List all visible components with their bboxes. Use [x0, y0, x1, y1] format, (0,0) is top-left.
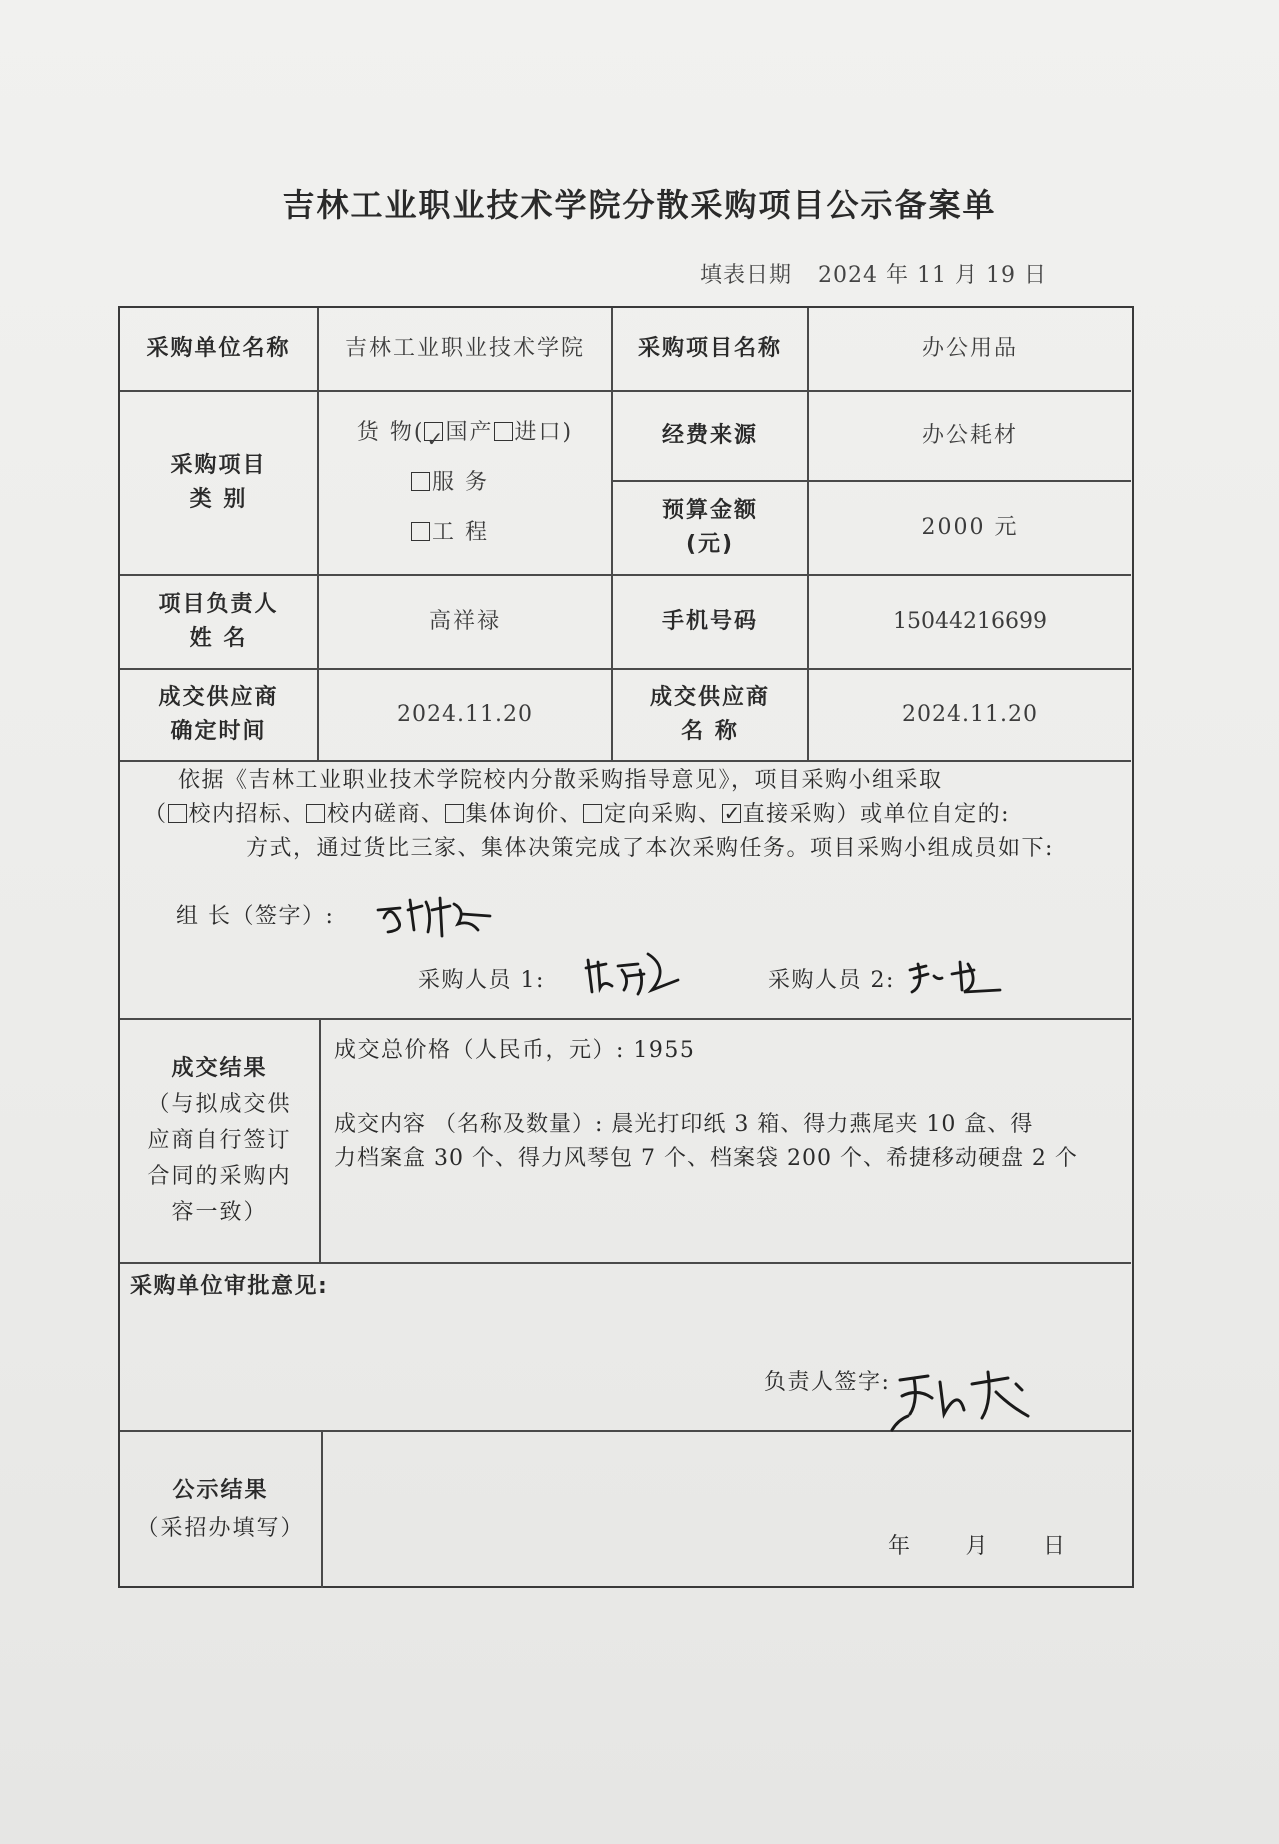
fill-date-label: 填表日期 [700, 263, 793, 288]
import-checkbox-icon[interactable] [494, 422, 513, 441]
fill-date [700, 258, 1047, 289]
approver-signature [888, 1358, 1048, 1442]
engineering-option[interactable]: 工 程 [411, 508, 489, 558]
leader-signature [370, 880, 500, 944]
confirm-time-value: 2024.11.20 [397, 702, 533, 727]
engineering-checkbox-icon[interactable] [411, 522, 430, 541]
directed-purchase-checkbox-icon[interactable] [583, 804, 602, 823]
result-content-line-1: 成交内容 （名称及数量）: 晨光打印纸 3 箱、得力燕尾夹 10 盒、得 [334, 1112, 1034, 1137]
leader-sign-label: 组 长（签字）: [176, 904, 335, 929]
publicity-label: 公示结果 （采招办填写） [136, 1478, 305, 1541]
goods-option[interactable]: 货 物(✓ 国产 进口) [357, 408, 573, 458]
buyer1-label: 采购人员 1: [418, 968, 545, 993]
project-name-label: 采购项目名称 [637, 336, 782, 361]
document-title: 吉林工业职业技术学院分散采购项目公示备案单 [282, 186, 997, 224]
category-label [120, 392, 317, 574]
category-options [319, 392, 611, 574]
method-options: （ 校内招标、 校内磋商、 集体询价、 定向采购、✓ 直接采购）或单位自定的: [144, 798, 1010, 832]
record-form [118, 306, 1134, 1588]
approval-label: 采购单位审批意见: [130, 1274, 329, 1299]
leader-name-label: 项目负责人 姓 名 [158, 592, 279, 651]
buyer2-label: 采购人员 2: [768, 968, 895, 993]
phone-label: 手机号码 [661, 609, 758, 634]
category-label-line2: 类 别 [189, 487, 248, 512]
domestic-checkbox-checked-icon[interactable] [424, 422, 443, 441]
result-label: 成交结果 （与拟成交供 应商自行签订 合同的采购内 容一致） [147, 1056, 292, 1225]
category-label-line1: 采购项目 [170, 453, 267, 478]
result-price: 成交总价格（人民币，元）: 1955 [334, 1038, 696, 1063]
buyer1-signature [578, 940, 688, 1002]
method-line-3: 方式，通过货比三家、集体决策完成了本次采购任务。项目采购小组成员如下: [246, 836, 1054, 861]
leader-name-value: 高祥禄 [428, 609, 501, 634]
service-option[interactable]: 服 务 [411, 458, 489, 508]
campus-negotiation-checkbox-icon[interactable] [306, 804, 325, 823]
funding-value: 办公耗材 [921, 423, 1018, 448]
budget-value: 2000 元 [921, 515, 1019, 540]
fill-date-value: 2024 年 11 月 19 日 [818, 263, 1047, 288]
phone-value: 15044216699 [893, 609, 1047, 634]
buyer2-signature [904, 944, 1014, 1002]
budget-label: 预算金额 (元) [661, 498, 758, 557]
publicity-date: 年 月 日 [888, 1534, 1067, 1559]
supplier-name-value: 2024.11.20 [902, 702, 1038, 727]
group-inquiry-checkbox-icon[interactable] [445, 804, 464, 823]
service-checkbox-icon[interactable] [411, 472, 430, 491]
campus-tender-checkbox-icon[interactable] [168, 804, 187, 823]
funding-label: 经费来源 [661, 423, 758, 448]
unit-name-value: 吉林工业职业技术学院 [344, 336, 585, 361]
confirm-time-label: 成交供应商 确定时间 [158, 685, 279, 744]
supplier-name-label: 成交供应商 名 称 [649, 685, 770, 744]
approval-sign-label: 负责人签字: [764, 1370, 891, 1395]
project-name-value: 办公用品 [921, 336, 1018, 361]
direct-purchase-checkbox-checked-icon[interactable] [722, 804, 741, 823]
unit-name-label: 采购单位名称 [146, 336, 291, 361]
method-line-1: 依据《吉林工业职业技术学院校内分散采购指导意见》，项目采购小组采取 [178, 768, 943, 793]
result-content-line-2: 力档案盒 30 个、得力风琴包 7 个、档案袋 200 个、希捷移动硬盘 2 个 [334, 1146, 1078, 1171]
